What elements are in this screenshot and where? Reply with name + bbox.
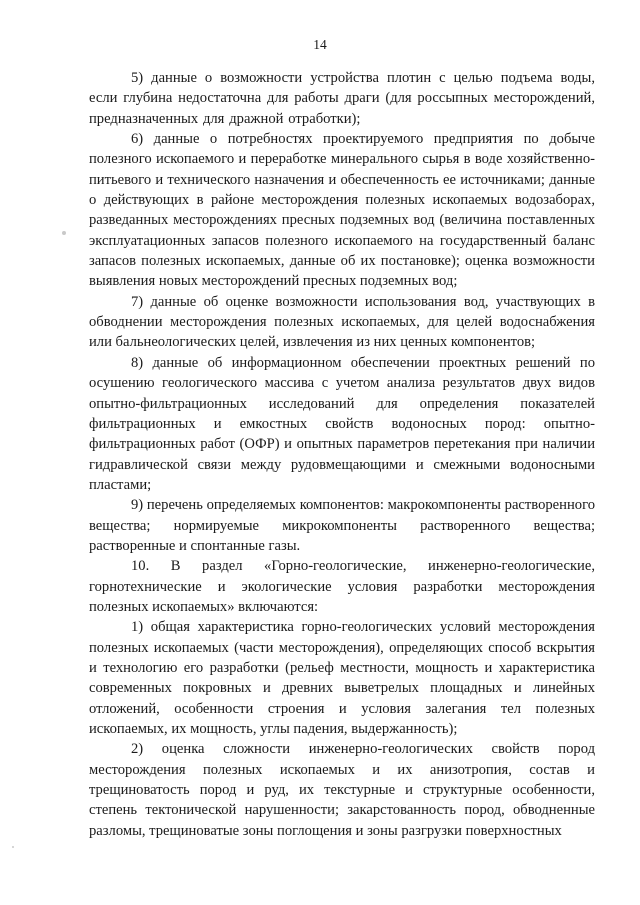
page-number: 14 [313,37,327,52]
paragraph-item-5-dam-data: 5) данные о возможности устройства плотин с целью подъема воды, если глубина недостаточна для работы драги (для россыпных месторождений, предназначенных для дражной отработки); [89,70,595,127]
document-body [89,68,595,841]
paragraph-item-1-geology: 1) общая характеристика горно-геологических условий месторождения полезных ископаемых (части месторождения), определяющих способ вскрытия и технологию его разработки (рельеф местности, мощность и характеристика современных покровных и древних выветрелых площадных и линейных отложений, особенности строения и условия залегания тел полезных ископаемых, их мощность, углы падения, выдержанность); [89,619,595,737]
paragraph-item-2-engineering-geology: 2) оценка сложности инженерно-геологических свойств пород месторождения полезных ископаемых и их анизотропия, состав и трещиноватость пород и руд, их текстурные и структурные особенности, степень тектонической нарушенности; закарстованность пород, обводненные разломы, трещиноватые зоны поглощения и зоны разгрузки поверхностных [89,741,595,839]
paragraph-item-9-components: 9) перечень определяемых компонентов: макрокомпоненты растворенного вещества; нормируемые микрокомпоненты растворенного вещества; растворенные и спонтанные газы. [89,497,595,554]
paragraph-section-10-heading: 10. В раздел «Горно-геологические, инженерно-геологические, горнотехнические и экологические условия разработки месторождения полезных ископаемых» включаются: [89,558,595,615]
paragraph-item-6-water-needs: 6) данные о потребностях проектируемого предприятия по добыче полезного ископаемого и переработке минерального сырья в воде хозяйственно-питьевого и технического назначения и обеспеченность ее источниками; данные о действующих в районе месторождения полезных ископаемых водозаборах, разведанных месторождениях пресных подземных вод (величина поставленных эксплуатационных запасов полезного ископаемого на государственный баланс запасов полезных ископаемых, данные об их постановке); оценка возможности выявления новых месторождений пресных подземных вод; [89,131,595,290]
paragraph-item-8-drainage: 8) данные об информационном обеспечении проектных решений по осушению геологического массива с учетом анализа результатов двух видов опытно-фильтрационных исследований для определения показателей фильтрационных и емкостных свойств водоносных пород: опытно-фильтрационных работ (ОФР) и опытных параметров перетекания при наличии гидравлической связи между рудовмещающими и смежными водоносными пластами; [89,354,595,493]
paragraph-item-7-water-use: 7) данные об оценке возможности использования вод, участвующих в обводнении месторождения полезных ископаемых, для целей водоснабжения или бальнеологических целей, извлечения из них ценных компонентов; [89,293,595,351]
scan-corner-dot [12,846,14,848]
scan-margin-mark [62,231,66,235]
